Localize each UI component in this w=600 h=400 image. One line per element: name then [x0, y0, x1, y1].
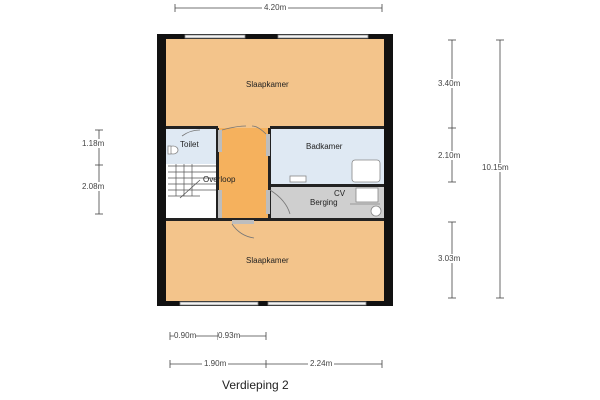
dim-label-bottom-small-left: 0.90m — [174, 331, 197, 340]
dim-label-left-lower: 2.08m — [82, 182, 105, 191]
room-label-toilet: Toilet — [180, 140, 199, 149]
wall-left — [157, 36, 166, 306]
toilet-tank — [168, 146, 171, 154]
landing-area — [218, 128, 270, 220]
dim-label-bottom-right: 2.24m — [310, 359, 333, 368]
room-label-bedroom-top: Slaapkamer — [246, 80, 289, 89]
dim-label-bottom-left: 1.90m — [204, 359, 227, 368]
dim-label-right-top: 3.40m — [438, 79, 461, 88]
cv-unit — [356, 188, 378, 202]
bath-sink — [290, 176, 306, 182]
room-label-storage: Berging — [310, 198, 338, 207]
dim-label-right-middle: 2.10m — [438, 151, 461, 160]
dim-label-right-bottom: 3.03m — [438, 254, 461, 263]
room-label-bedroom-bottom: Slaapkamer — [246, 256, 289, 265]
room-label-landing: Overloop — [203, 175, 236, 184]
bathtub — [352, 160, 380, 182]
wall-right — [384, 36, 393, 306]
dim-label-right-total: 10.15m — [482, 163, 509, 172]
dim-label-left-upper: 1.18m — [82, 139, 105, 148]
dim-label-top-width: 4.20m — [264, 3, 287, 12]
plan-title: Verdieping 2 — [222, 378, 289, 392]
washing-machine — [371, 206, 381, 216]
room-label-bathroom: Badkamer — [306, 142, 343, 151]
dim-label-bottom-small-right: 0.93m — [218, 331, 241, 340]
room-label-cv: CV — [334, 189, 346, 198]
